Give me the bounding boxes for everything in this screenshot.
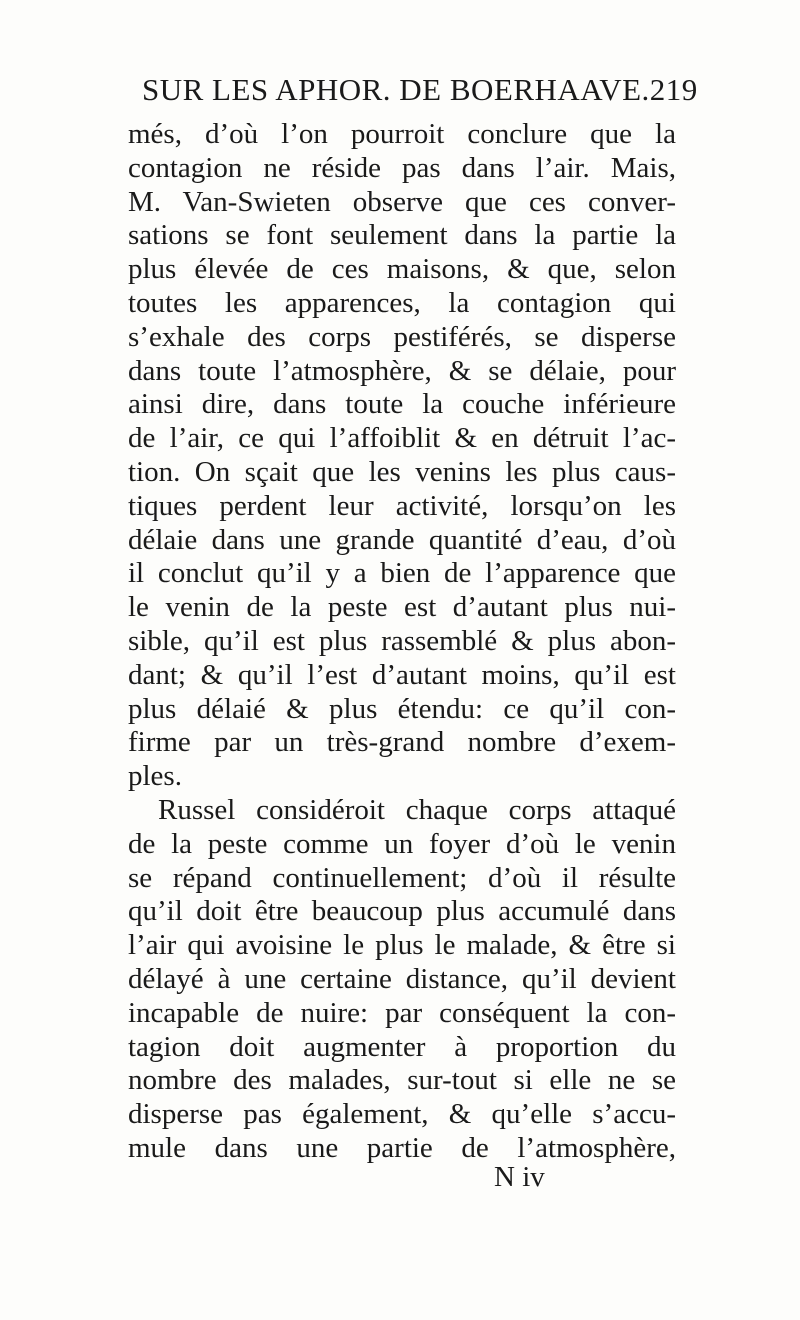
running-head <box>142 72 698 112</box>
text-line: le venin de la peste est d’autant plus nui- <box>128 591 676 624</box>
text-line: qu’il doit être beaucoup plus accumulé dans <box>128 895 676 928</box>
text-line: tagion doit augmenter à proportion du <box>128 1030 676 1063</box>
text-line: tiques perdent leur activité, lorsqu’on les <box>128 489 676 522</box>
text-line: contagion ne réside pas dans l’air. Mais, <box>128 151 676 184</box>
text-line: de l’air, ce qui l’affoiblit & en détruit l’ac- <box>128 422 676 455</box>
body-text <box>128 118 676 1166</box>
text-line: délayé à une certaine distance, qu’il devient <box>128 962 676 995</box>
text-line: de la peste comme un foyer d’où le venin <box>128 827 676 860</box>
text-line: disperse pas également, & qu’elle s’accu- <box>128 1098 676 1131</box>
text-line: plus élevée de ces maisons, & que, selon <box>128 253 676 286</box>
text-line: se répand continuellement; d’où il résulte <box>128 861 676 894</box>
text-line: incapable de nuire: par conséquent la con- <box>128 996 676 1029</box>
text-line: il conclut qu’il y a bien de l’apparence que <box>128 557 676 590</box>
running-head-title: SUR LES APHOR. DE BOERHAAVE. <box>142 72 650 107</box>
text-line: sations se font seulement dans la partie la <box>128 219 676 252</box>
text-line: ainsi dire, dans toute la couche inférieure <box>128 388 676 421</box>
text-line: M. Van-Swieten observe que ces conver- <box>128 185 676 218</box>
text-line: délaie dans une grande quantité d’eau, d’où <box>128 523 676 556</box>
text-line: nombre des malades, sur-tout si elle ne se <box>128 1064 676 1097</box>
page-number: 219 <box>649 72 698 107</box>
text-line: s’exhale des corps pestiférés, se disperse <box>128 320 676 353</box>
paragraph-end-line: ples. <box>128 760 182 793</box>
text-line: l’air qui avoisine le plus le malade, & être si <box>128 929 676 962</box>
text-line: sible, qu’il est plus rassemblé & plus abon- <box>128 624 676 657</box>
text-line: dans toute l’atmosphère, & se délaie, pour <box>128 354 676 387</box>
text-line: toutes les apparences, la contagion qui <box>128 286 676 319</box>
text-line: mule dans une partie de l’atmosphère, <box>128 1131 676 1164</box>
signature-mark: N iv <box>494 1161 545 1193</box>
text-line: dant; & qu’il l’est d’autant moins, qu’il est <box>128 658 676 691</box>
text-line: tion. On sçait que les venins les plus caus- <box>128 455 676 488</box>
text-line: firme par un très-grand nombre d’exem- <box>128 726 676 759</box>
text-line: plus délaié & plus étendu: ce qu’il con- <box>128 692 676 725</box>
paragraph-start-line: Russel considéroit chaque corps attaqué <box>158 793 676 826</box>
text-line: més, d’où l’on pourroit conclure que la <box>128 118 676 150</box>
